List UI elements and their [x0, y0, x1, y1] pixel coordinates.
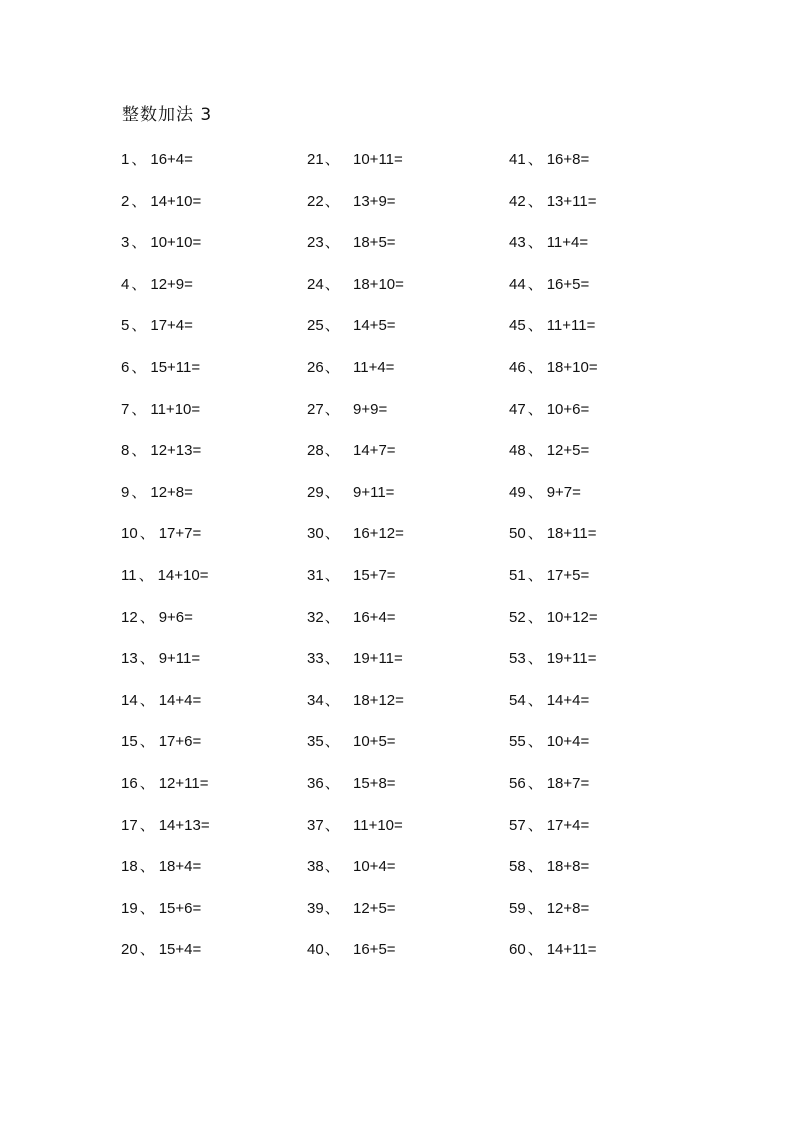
- problem-separator: 、: [131, 192, 147, 210]
- problem-number: 5: [121, 317, 130, 335]
- problem-expression: 11+10=: [353, 816, 403, 834]
- problem-number: 48: [509, 442, 526, 460]
- problem-separator: 、: [324, 151, 340, 168]
- problem-expression: 12+8=: [546, 899, 590, 917]
- problem-number: 47: [509, 400, 526, 418]
- problem-item: [509, 608, 729, 650]
- problem-expression: 11+10=: [150, 400, 201, 418]
- problem-expression: 12+9=: [150, 275, 193, 293]
- problem-expression: 15+4=: [158, 941, 202, 959]
- problem-separator: 、: [527, 442, 543, 460]
- problem-expression: 10+6=: [546, 400, 590, 418]
- problem-expression: 10+4=: [353, 858, 396, 876]
- problem-expression: 18+11=: [546, 525, 597, 543]
- problem-item: [307, 233, 527, 275]
- problem-item: [307, 483, 527, 525]
- problem-separator: 、: [324, 400, 340, 418]
- problem-number: 46: [509, 358, 526, 376]
- problem-item: [509, 649, 729, 691]
- problem-expression: 14+4=: [158, 691, 202, 709]
- problem-expression: 11+4=: [353, 358, 395, 376]
- problem-separator: 、: [324, 733, 340, 751]
- worksheet-title: 整数加法 3: [122, 105, 213, 125]
- problem-number: 38: [307, 858, 324, 876]
- problem-item: [307, 691, 527, 733]
- problem-number: 22: [307, 192, 324, 210]
- problem-separator: 、: [527, 151, 543, 168]
- problem-item: [307, 940, 527, 982]
- problem-item: [509, 400, 729, 442]
- problem-expression: 19+11=: [353, 650, 403, 668]
- problem-separator: 、: [324, 858, 340, 876]
- problem-separator: 、: [324, 691, 340, 709]
- problem-expression: 10+12=: [546, 608, 598, 626]
- problem-item: [307, 400, 527, 442]
- problem-number: 31: [307, 566, 324, 584]
- problem-item: [509, 275, 729, 317]
- problem-separator: 、: [527, 650, 543, 668]
- problem-separator: 、: [527, 691, 543, 709]
- problem-column-2: [307, 150, 527, 982]
- problem-item: [509, 358, 729, 400]
- problem-number: 45: [509, 317, 526, 335]
- problem-separator: 、: [527, 566, 543, 584]
- problem-number: 13: [121, 650, 138, 668]
- problem-separator: 、: [131, 317, 147, 335]
- problem-item: [509, 150, 729, 192]
- problem-number: 36: [307, 774, 324, 792]
- problem-separator: 、: [527, 483, 543, 501]
- problem-expression: 16+12=: [353, 525, 404, 543]
- problem-number: 20: [121, 941, 138, 959]
- problem-item: [509, 233, 729, 275]
- problem-expression: 16+8=: [546, 151, 590, 168]
- problem-separator: 、: [324, 317, 340, 335]
- problem-number: 58: [509, 858, 526, 876]
- problem-expression: 15+11=: [150, 358, 201, 376]
- problem-item: [307, 732, 527, 774]
- problem-number: 43: [509, 234, 526, 252]
- problem-number: 60: [509, 941, 526, 959]
- problem-item: [509, 524, 729, 566]
- problem-separator: 、: [527, 275, 543, 293]
- problem-item: [307, 899, 527, 941]
- problem-number: 51: [509, 566, 526, 584]
- problem-number: 59: [509, 899, 526, 917]
- problem-number: 28: [307, 442, 324, 460]
- problem-separator: 、: [139, 941, 155, 959]
- problem-item: [509, 899, 729, 941]
- problem-separator: 、: [527, 608, 543, 626]
- problem-separator: 、: [527, 317, 543, 335]
- problem-expression: 14+13=: [158, 816, 210, 834]
- problem-item: [509, 940, 729, 982]
- problem-expression: 18+4=: [158, 858, 202, 876]
- problem-separator: 、: [324, 941, 340, 959]
- problem-expression: 13+9=: [353, 192, 396, 210]
- problem-item: [509, 732, 729, 774]
- problem-expression: 12+13=: [150, 442, 202, 460]
- problem-separator: 、: [131, 234, 147, 252]
- problem-expression: 9+7=: [546, 483, 581, 501]
- problem-separator: 、: [139, 691, 155, 709]
- problem-item: [307, 608, 527, 650]
- problem-separator: 、: [324, 774, 340, 792]
- problem-item: [307, 649, 527, 691]
- problem-separator: 、: [324, 275, 340, 293]
- problem-number: 39: [307, 899, 324, 917]
- problem-expression: 18+5=: [353, 234, 396, 252]
- problem-number: 29: [307, 483, 324, 501]
- problem-expression: 17+7=: [158, 525, 202, 543]
- problem-expression: 15+8=: [353, 774, 396, 792]
- problem-item: [509, 857, 729, 899]
- problem-number: 57: [509, 816, 526, 834]
- problem-separator: 、: [527, 733, 543, 751]
- problem-number: 2: [121, 192, 130, 210]
- problem-number: 15: [121, 733, 138, 751]
- problem-separator: 、: [324, 566, 340, 584]
- problem-separator: 、: [324, 358, 340, 376]
- problem-expression: 10+11=: [353, 151, 403, 168]
- problem-expression: 17+6=: [158, 733, 202, 751]
- problem-number: 33: [307, 650, 324, 668]
- problem-expression: 19+11=: [546, 650, 597, 668]
- problem-item: [509, 192, 729, 234]
- problem-number: 37: [307, 816, 324, 834]
- problem-number: 25: [307, 317, 324, 335]
- problem-separator: 、: [527, 941, 543, 959]
- problem-number: 23: [307, 234, 324, 252]
- problem-item: [509, 316, 729, 358]
- problem-number: 32: [307, 608, 324, 626]
- problem-item: [307, 275, 527, 317]
- problem-expression: 9+6=: [158, 608, 193, 626]
- problem-number: 56: [509, 774, 526, 792]
- problem-separator: 、: [527, 400, 543, 418]
- problem-number: 17: [121, 816, 138, 834]
- problem-number: 40: [307, 941, 324, 959]
- problem-expression: 17+4=: [546, 816, 590, 834]
- problem-number: 19: [121, 899, 138, 917]
- problem-separator: 、: [324, 234, 340, 252]
- problem-number: 41: [509, 151, 526, 168]
- problem-number: 49: [509, 483, 526, 501]
- problem-number: 34: [307, 691, 324, 709]
- problem-separator: 、: [131, 442, 147, 460]
- problem-expression: 13+11=: [546, 192, 597, 210]
- problem-item: [307, 816, 527, 858]
- problem-number: 3: [121, 234, 130, 252]
- problem-number: 21: [307, 151, 324, 168]
- problem-number: 8: [121, 442, 130, 460]
- problem-expression: 14+10=: [150, 192, 202, 210]
- problem-expression: 10+5=: [353, 733, 396, 751]
- problem-number: 7: [121, 400, 130, 418]
- problem-item: [307, 441, 527, 483]
- problem-item: [509, 566, 729, 608]
- problem-separator: 、: [139, 733, 155, 751]
- problem-separator: 、: [324, 899, 340, 917]
- problem-separator: 、: [527, 774, 543, 792]
- problem-expression: 18+12=: [353, 691, 404, 709]
- problem-number: 11: [121, 566, 137, 584]
- problem-number: 50: [509, 525, 526, 543]
- problem-expression: 10+4=: [546, 733, 590, 751]
- problem-separator: 、: [139, 816, 155, 834]
- problem-item: [307, 566, 527, 608]
- problem-separator: 、: [527, 192, 543, 210]
- problem-expression: 12+11=: [158, 774, 209, 792]
- problem-separator: 、: [139, 650, 155, 668]
- problem-separator: 、: [527, 816, 543, 834]
- problem-item: [307, 192, 527, 234]
- problem-separator: 、: [527, 525, 543, 543]
- problem-item: [509, 441, 729, 483]
- problem-number: 26: [307, 358, 324, 376]
- problem-expression: 9+11=: [353, 483, 395, 501]
- problem-expression: 16+4=: [150, 151, 193, 168]
- problem-separator: 、: [139, 899, 155, 917]
- problem-column-3: [509, 150, 729, 982]
- problem-number: 54: [509, 691, 526, 709]
- problem-expression: 11+11=: [546, 317, 596, 335]
- problem-item: [307, 524, 527, 566]
- problem-separator: 、: [131, 151, 147, 168]
- problem-separator: 、: [139, 858, 155, 876]
- problem-separator: 、: [131, 400, 147, 418]
- problem-number: 27: [307, 400, 324, 418]
- problem-expression: 14+5=: [353, 317, 396, 335]
- problem-separator: 、: [324, 525, 340, 543]
- problem-expression: 16+4=: [353, 608, 396, 626]
- problem-item: [307, 316, 527, 358]
- problem-number: 35: [307, 733, 324, 751]
- problem-expression: 11+4=: [546, 234, 589, 252]
- problem-number: 55: [509, 733, 526, 751]
- problem-number: 16: [121, 774, 138, 792]
- problem-separator: 、: [324, 442, 340, 460]
- problem-expression: 14+10=: [157, 566, 209, 584]
- problem-expression: 12+5=: [353, 899, 396, 917]
- problem-number: 44: [509, 275, 526, 293]
- problem-expression: 15+6=: [158, 899, 202, 917]
- problem-separator: 、: [324, 816, 340, 834]
- problem-separator: 、: [324, 650, 340, 668]
- problem-expression: 16+5=: [546, 275, 590, 293]
- problem-separator: 、: [131, 358, 147, 376]
- problem-expression: 14+7=: [353, 442, 396, 460]
- problem-expression: 18+10=: [546, 358, 598, 376]
- problem-separator: 、: [139, 774, 155, 792]
- problem-number: 52: [509, 608, 526, 626]
- problem-number: 10: [121, 525, 138, 543]
- problem-item: [307, 150, 527, 192]
- problem-item: [509, 483, 729, 525]
- problem-expression: 17+5=: [546, 566, 590, 584]
- problem-expression: 15+7=: [353, 566, 396, 584]
- problem-separator: 、: [138, 566, 154, 584]
- problem-expression: 14+4=: [546, 691, 590, 709]
- problem-separator: 、: [139, 608, 155, 626]
- problem-separator: 、: [324, 192, 340, 210]
- problem-separator: 、: [131, 483, 147, 501]
- problem-number: 4: [121, 275, 130, 293]
- problem-expression: 18+7=: [546, 774, 590, 792]
- problem-number: 53: [509, 650, 526, 668]
- problem-number: 14: [121, 691, 138, 709]
- problem-item: [307, 857, 527, 899]
- problem-number: 12: [121, 608, 138, 626]
- problem-expression: 14+11=: [546, 941, 597, 959]
- problem-expression: 10+10=: [150, 234, 202, 252]
- problem-expression: 9+11=: [158, 650, 201, 668]
- problem-number: 1: [121, 151, 130, 168]
- problem-number: 42: [509, 192, 526, 210]
- problem-item: [307, 358, 527, 400]
- problem-expression: 12+5=: [546, 442, 590, 460]
- problem-item: [509, 816, 729, 858]
- problem-expression: 12+8=: [150, 483, 193, 501]
- problem-separator: 、: [131, 275, 147, 293]
- problem-number: 6: [121, 358, 130, 376]
- problem-expression: 17+4=: [150, 317, 193, 335]
- problem-number: 9: [121, 483, 130, 501]
- problem-expression: 18+8=: [546, 858, 590, 876]
- problem-separator: 、: [527, 858, 543, 876]
- problem-item: [307, 774, 527, 816]
- problem-number: 24: [307, 275, 324, 293]
- problem-expression: 18+10=: [353, 275, 404, 293]
- problem-item: [509, 691, 729, 733]
- problem-separator: 、: [527, 899, 543, 917]
- problem-separator: 、: [527, 234, 543, 252]
- problem-separator: 、: [324, 608, 340, 626]
- problem-number: 30: [307, 525, 324, 543]
- problem-separator: 、: [527, 358, 543, 376]
- problem-expression: 9+9=: [353, 400, 388, 418]
- problem-number: 18: [121, 858, 138, 876]
- problem-expression: 16+5=: [353, 941, 396, 959]
- problem-separator: 、: [324, 483, 340, 501]
- problem-item: [509, 774, 729, 816]
- problem-separator: 、: [139, 525, 155, 543]
